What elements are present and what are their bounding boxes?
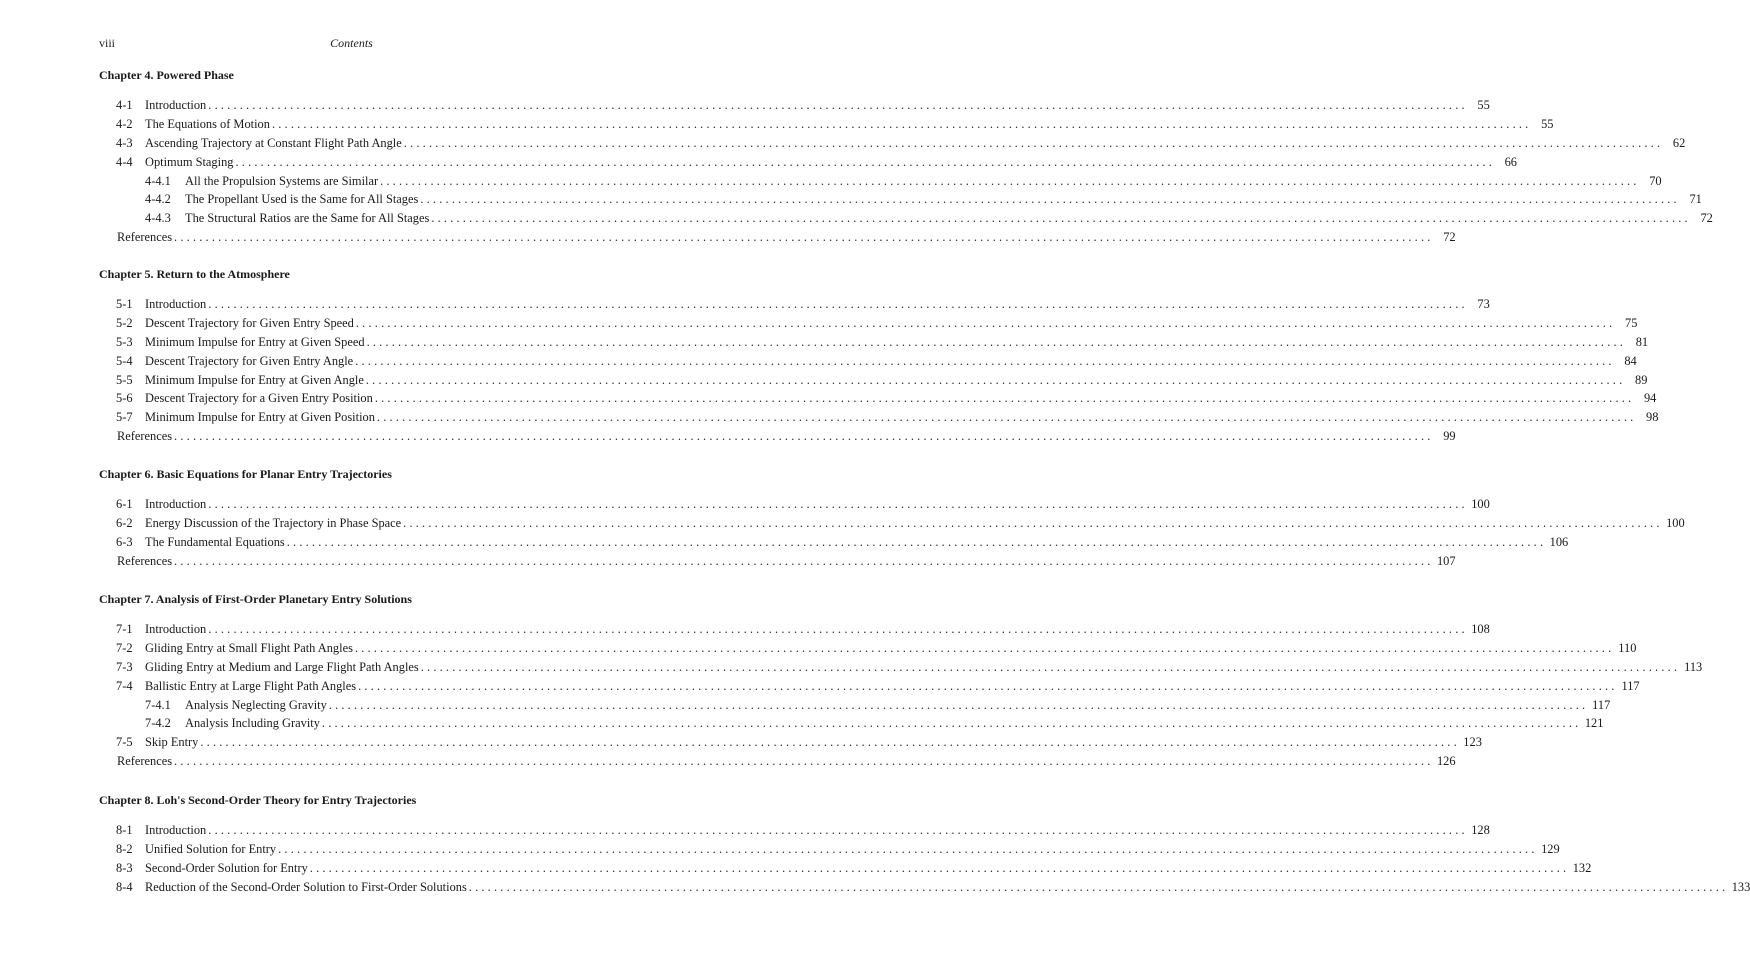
section-title: Introduction [145, 622, 207, 636]
dot-leader: ........................................................................................................................................................................................................ [174, 429, 1434, 444]
section-title: Ascending Trajectory at Constant Flight Path Angle [145, 135, 402, 150]
page-number: 107 [1436, 553, 1456, 568]
page-number: 106 [1549, 534, 1569, 549]
toc-entry [99, 389, 1657, 408]
dot-leader: ........................................................................................................................................................................................................ [420, 659, 1681, 674]
toc-entry [99, 333, 1649, 352]
dot-leader: ........................................................................................................................................................................................................ [403, 515, 1663, 530]
page-number: 126 [1436, 754, 1456, 769]
toc-entry [99, 314, 1638, 333]
toc-entry [99, 840, 1560, 859]
toc-subentry [99, 172, 1662, 191]
section-title: Descent Trajectory for a Given Entry Position [145, 391, 373, 406]
section-number: 5-2 [116, 315, 133, 330]
section-title: The Fundamental Equations [145, 534, 285, 549]
section-number: 6-1 [116, 497, 133, 511]
dot-leader: ........................................................................................................................................................................................................ [431, 211, 1691, 226]
section-title: Minimum Impulse for Entry at Given Position [145, 410, 375, 425]
references-title: References [117, 754, 173, 769]
dot-leader: ........................................................................................................................................................................................................ [354, 640, 1615, 655]
chapter-5-section [99, 267, 1659, 446]
chapter-6-section [99, 467, 1685, 571]
subsection-title: Analysis Including Gravity [185, 716, 320, 731]
toc-entry [99, 514, 1685, 533]
page-number: 81 [1635, 334, 1649, 349]
dot-leader: ........................................................................................................................................................................................................ [376, 410, 1637, 425]
chapter-title: Chapter 8. Loh's Second-Order Theory for Entry Trajectories [99, 793, 417, 807]
section-number: 7-4 [116, 678, 133, 693]
toc-entry [99, 677, 1640, 696]
section-number: 5-4 [116, 353, 133, 368]
page-number: 62 [1672, 135, 1686, 150]
toc-entry [99, 295, 1490, 314]
toc-entry [99, 371, 1648, 390]
dot-leader: ........................................................................................................................................................................................................ [208, 823, 1468, 837]
section-title: Gliding Entry at Small Flight Path Angles [145, 640, 353, 655]
dot-leader: ........................................................................................................................................................................................................ [358, 678, 1618, 693]
section-title: Energy Discussion of the Trajectory in Phase Space [145, 515, 402, 530]
section-title: Minimum Impulse for Entry at Given Angle [145, 372, 364, 387]
toc-references [99, 552, 1456, 571]
dot-leader: ........................................................................................................................................................................................................ [208, 297, 1468, 311]
toc-entry [99, 733, 1482, 752]
dot-leader: ........................................................................................................................................................................................................ [420, 192, 1680, 207]
chapter-4-section [99, 68, 1713, 247]
section-title: Descent Trajectory for Given Entry Speed [145, 315, 354, 330]
chapter-title: Chapter 5. Return to the Atmosphere [99, 267, 290, 281]
subsection-title: All the Propulsion Systems are Similar [185, 173, 379, 188]
dot-leader: ........................................................................................................................................................................................................ [309, 860, 1570, 875]
section-title: Introduction [145, 497, 207, 511]
section-number: 5-5 [116, 372, 133, 387]
dot-leader: ........................................................................................................................................................................................................ [235, 154, 1495, 169]
page-number: 100 [1666, 515, 1685, 530]
toc-entry [99, 878, 1750, 897]
section-title: Second-Order Solution for Entry [145, 860, 308, 875]
subsection-number: 7-4.2 [145, 716, 171, 731]
toc-subentry [99, 714, 1604, 733]
toc-references [99, 427, 1456, 446]
toc-references [99, 228, 1456, 247]
section-number: 4-4 [116, 154, 133, 169]
section-number: 6-2 [116, 515, 133, 530]
section-number: 4-2 [116, 116, 133, 131]
page-folio: viii [99, 36, 116, 50]
section-number: 5-3 [116, 334, 133, 349]
section-title: Minimum Impulse for Entry at Given Speed [145, 334, 365, 349]
subsection-number: 4-4.3 [145, 211, 171, 226]
page-number: 89 [1635, 372, 1648, 387]
page-number: 72 [1700, 211, 1713, 226]
page-number: 55 [1541, 116, 1554, 131]
section-title: Introduction [145, 98, 207, 112]
subsection-number: 7-4.1 [145, 697, 171, 712]
dot-leader: ........................................................................................................................................................................................................ [174, 754, 1434, 769]
section-title: Introduction [145, 823, 207, 837]
section-number: 5-6 [116, 391, 133, 406]
toc-entry [99, 639, 1637, 658]
running-title: Contents [330, 36, 373, 50]
chapter-title: Chapter 6. Basic Equations for Planar Entry Trajectories [99, 467, 392, 481]
section-number: 7-2 [116, 640, 133, 655]
page-number: 71 [1689, 192, 1702, 207]
section-number: 5-7 [116, 410, 133, 425]
page-number: 133 [1731, 879, 1750, 894]
subsection-number: 4-4.1 [145, 173, 171, 188]
toc-entry [99, 620, 1490, 639]
dot-leader: ........................................................................................................................................................................................................ [200, 735, 1460, 750]
running-head [99, 36, 604, 50]
page-number: 75 [1625, 315, 1638, 330]
section-title: Unified Solution for Entry [145, 841, 277, 856]
chapter-title: Chapter 7. Analysis of First-Order Planetary Entry Solutions [99, 592, 412, 606]
dot-leader: ........................................................................................................................................................................................................ [403, 135, 1664, 150]
page-number: 117 [1592, 697, 1611, 712]
references-title: References [117, 429, 173, 444]
page-number: 94 [1643, 391, 1657, 406]
page-number: 121 [1584, 716, 1604, 731]
section-title: Introduction [145, 297, 207, 311]
dot-leader: ........................................................................................................................................................................................................ [380, 173, 1640, 188]
page-number: 73 [1477, 297, 1490, 311]
subsection-number: 4-4.2 [145, 192, 171, 207]
toc-entry [99, 96, 1490, 115]
section-number: 8-1 [116, 823, 133, 837]
page-number: 128 [1471, 823, 1490, 837]
dot-leader: ........................................................................................................................................................................................................ [355, 353, 1615, 368]
section-number: 7-3 [116, 659, 133, 674]
dot-leader: ........................................................................................................................................................................................................ [271, 116, 1532, 131]
toc-entry [99, 408, 1659, 427]
toc-entry [99, 821, 1490, 840]
toc-entry [99, 153, 1517, 172]
subsection-title: Analysis Neglecting Gravity [185, 697, 327, 712]
section-number: 8-2 [116, 841, 133, 856]
page-number: 70 [1649, 173, 1662, 188]
toc-entry [99, 495, 1490, 514]
subsection-title: The Propellant Used is the Same for All Stages [185, 192, 419, 207]
toc-entry [99, 533, 1569, 552]
toc-entry [99, 658, 1703, 677]
section-title: Optimum Staging [145, 154, 234, 169]
references-title: References [117, 230, 173, 245]
page-number: 123 [1463, 735, 1482, 750]
page-number: 129 [1541, 841, 1560, 856]
section-title: Descent Trajectory for Given Entry Angle [145, 353, 354, 368]
dot-leader: ........................................................................................................................................................................................................ [321, 716, 1582, 731]
section-title: Reduction of the Second-Order Solution to First-Order Solutions [145, 879, 467, 894]
dot-leader: ........................................................................................................................................................................................................ [355, 315, 1616, 330]
toc-entry [99, 134, 1686, 153]
section-title: The Equations of Motion [145, 116, 270, 131]
page-number: 117 [1621, 678, 1640, 693]
chapter-7-section [99, 592, 1703, 771]
section-number: 4-1 [116, 98, 133, 112]
page-number: 55 [1477, 98, 1490, 112]
section-number: 4-3 [116, 135, 133, 150]
page-number: 108 [1471, 622, 1490, 636]
page-number: 99 [1443, 429, 1456, 444]
dot-leader: ........................................................................................................................................................................................................ [174, 553, 1434, 568]
subsection-title: The Structural Ratios are the Same for All Stages [185, 211, 430, 226]
toc-entry [99, 859, 1592, 878]
dot-leader: ........................................................................................................................................................................................................ [328, 697, 1589, 712]
page-number: 98 [1646, 410, 1659, 425]
page-number: 110 [1618, 640, 1637, 655]
dot-leader: ........................................................................................................................................................................................................ [174, 230, 1434, 245]
references-title: References [117, 553, 173, 568]
page-number: 72 [1443, 230, 1456, 245]
dot-leader: ........................................................................................................................................................................................................ [365, 372, 1626, 387]
page-number: 84 [1624, 353, 1637, 368]
page-number: 66 [1504, 154, 1517, 169]
dot-leader: ........................................................................................................................................................................................................ [208, 497, 1468, 511]
dot-leader: ........................................................................................................................................................................................................ [374, 391, 1635, 406]
section-number: 8-3 [116, 860, 133, 875]
section-number: 6-3 [116, 534, 133, 549]
dot-leader: ........................................................................................................................................................................................................ [286, 534, 1547, 549]
page-number: 132 [1572, 860, 1592, 875]
toc-subentry [99, 209, 1713, 228]
chapter-title: Chapter 4. Powered Phase [99, 68, 234, 82]
toc-entry [99, 115, 1554, 134]
section-title: Skip Entry [145, 735, 199, 750]
section-title: Gliding Entry at Medium and Large Flight Path Angles [145, 659, 419, 674]
toc-subentry [99, 190, 1702, 209]
section-title: Ballistic Entry at Large Flight Path Angles [145, 678, 357, 693]
section-number: 7-5 [116, 735, 133, 750]
page-number: 100 [1471, 497, 1490, 511]
dot-leader: ........................................................................................................................................................................................................ [208, 622, 1468, 636]
dot-leader: ........................................................................................................................................................................................................ [468, 879, 1729, 894]
chapter-8-section [99, 793, 1750, 897]
section-number: 7-1 [116, 622, 133, 636]
toc-subentry [99, 696, 1611, 715]
dot-leader: ........................................................................................................................................................................................................ [366, 334, 1627, 349]
toc-entry [99, 352, 1637, 371]
section-number: 8-4 [116, 879, 133, 894]
page-number: 113 [1684, 659, 1703, 674]
section-number: 5-1 [116, 297, 133, 311]
toc-references [99, 752, 1456, 771]
dot-leader: ........................................................................................................................................................................................................ [278, 841, 1538, 856]
dot-leader: ........................................................................................................................................................................................................ [208, 98, 1468, 112]
